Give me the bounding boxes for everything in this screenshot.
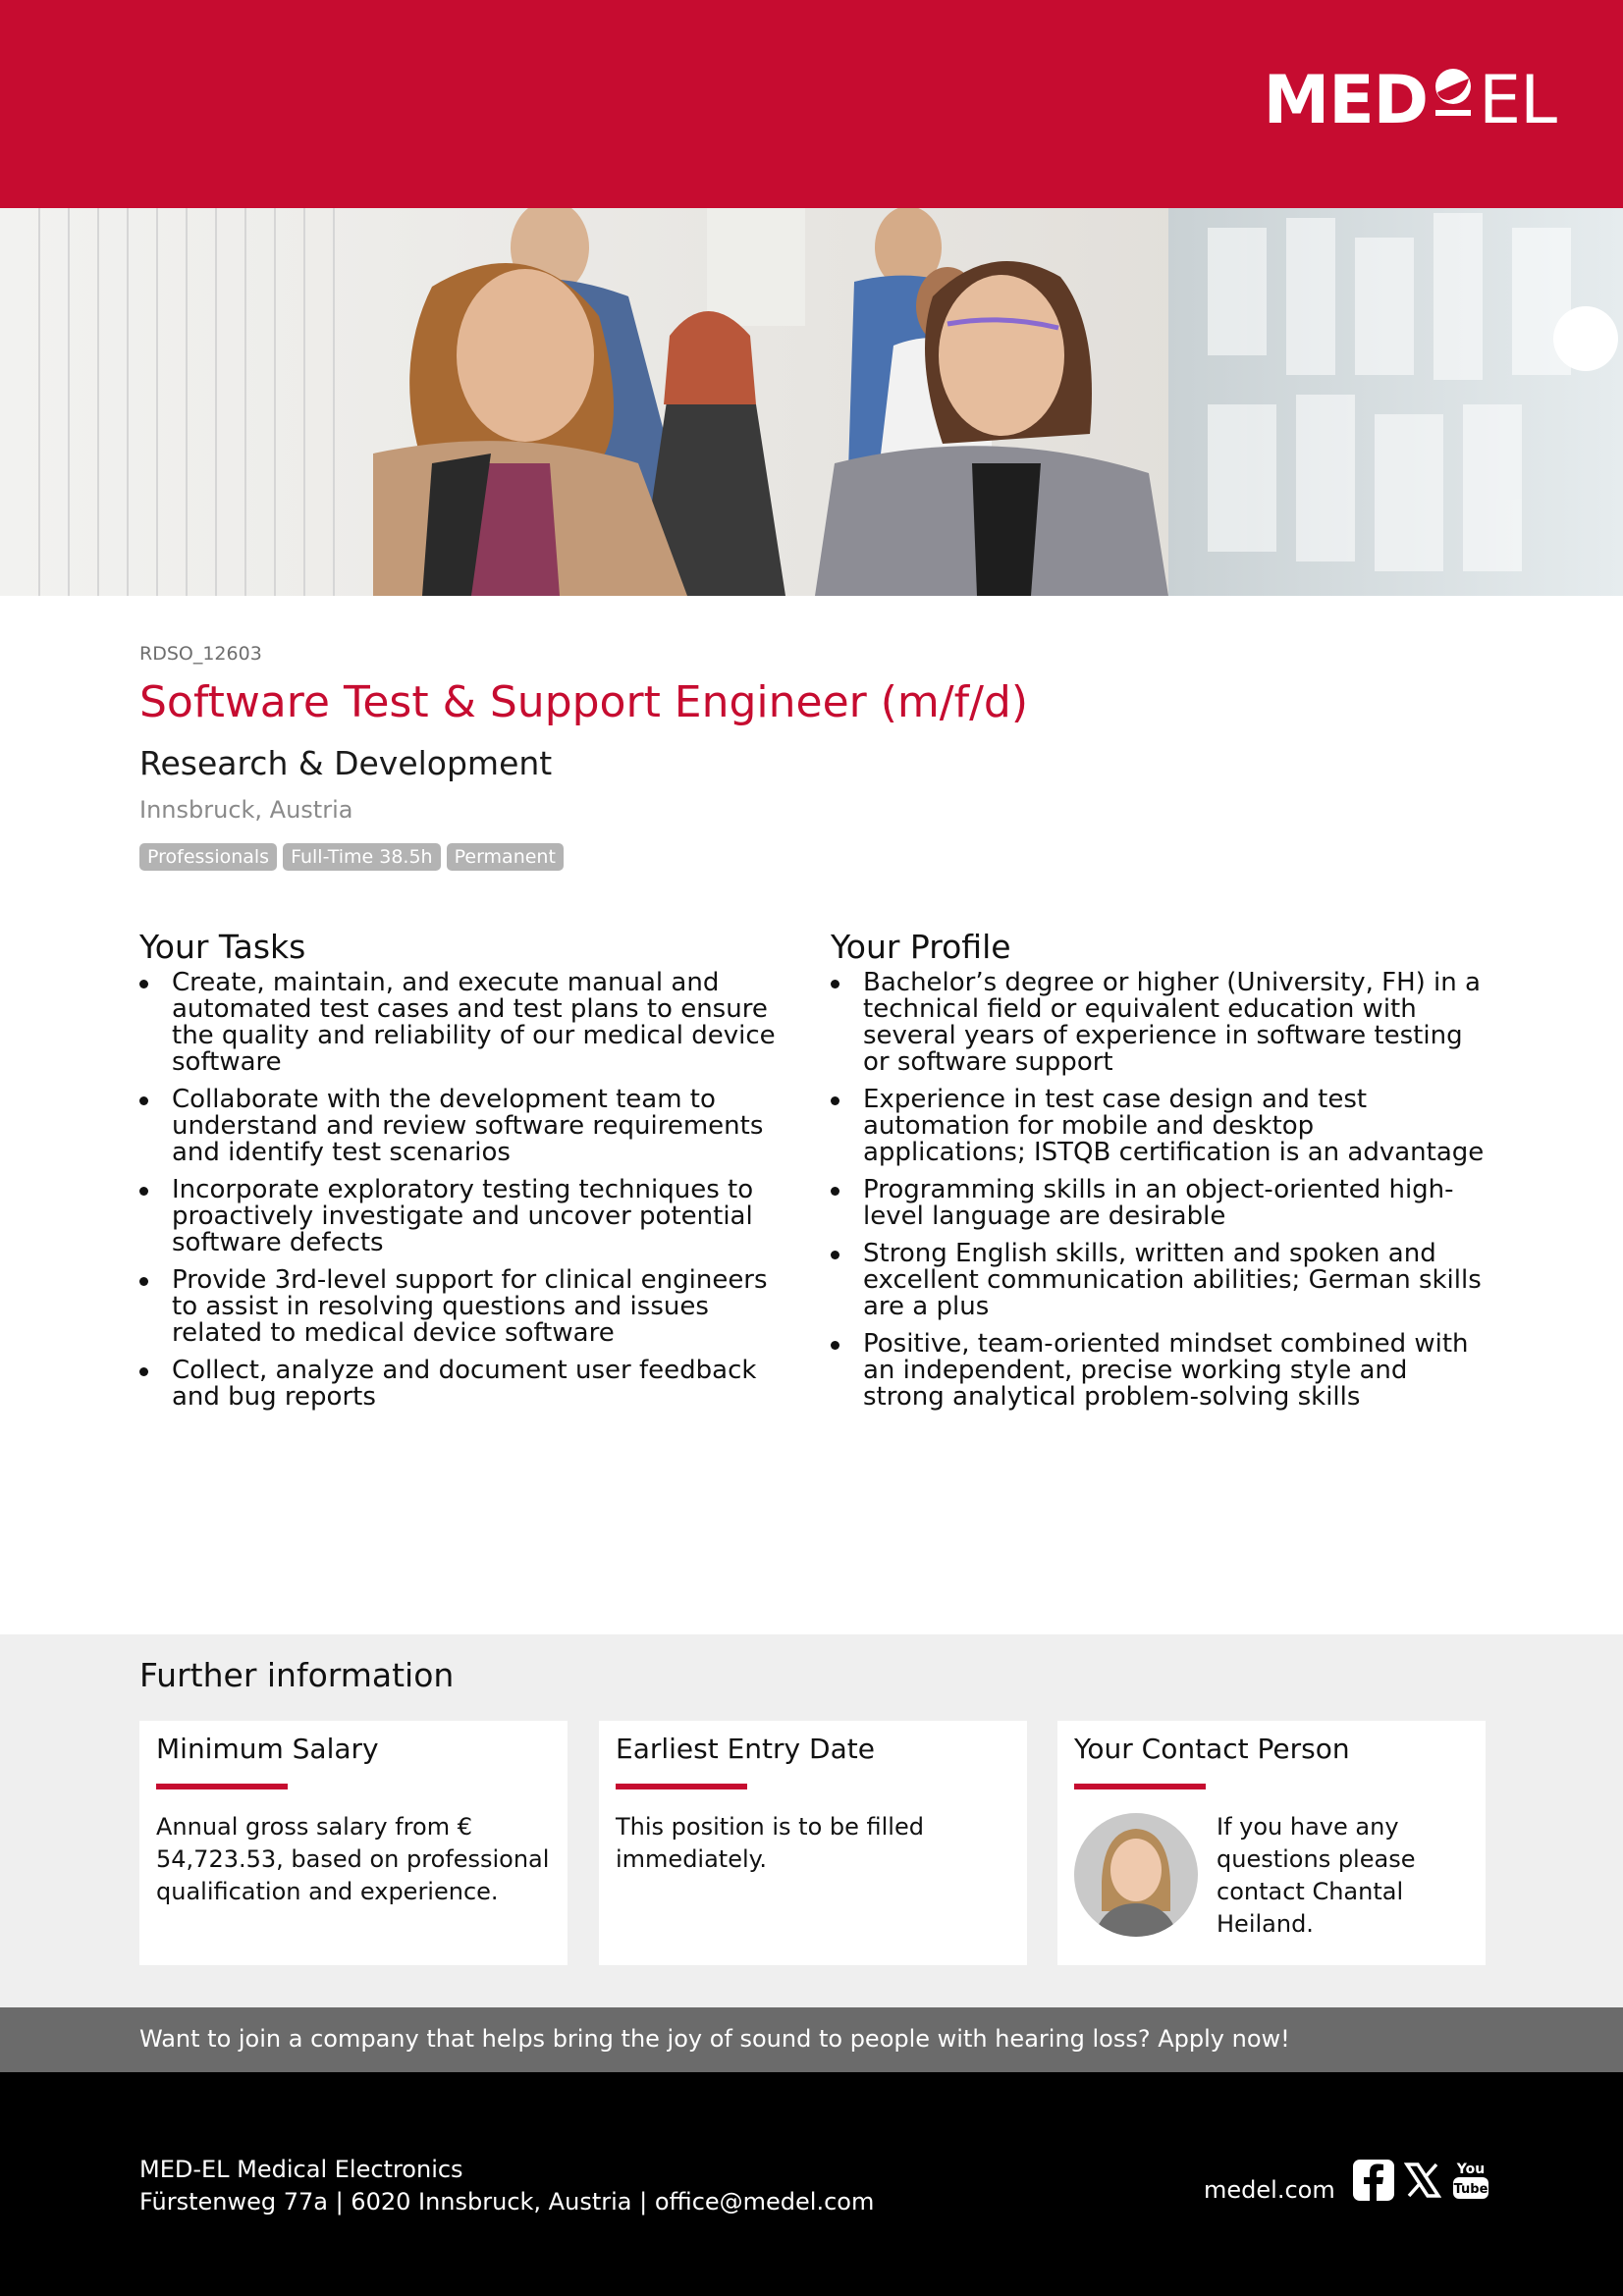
list-item: Create, maintain, and execute manual and automated test cases and test plans to ensure the quality and reliability of our medical device software: [139, 970, 793, 1076]
profile-section: [831, 928, 1485, 1421]
profile-list: [831, 970, 1485, 1411]
further-information: [0, 1634, 1623, 2007]
company-address[interactable]: Fürstenweg 77a | 6020 Innsbruck, Austria | office@medel.com: [139, 2188, 875, 2216]
youtube-icon[interactable]: [1451, 2159, 1490, 2206]
list-item: Provide 3rd-level support for clinical engineers to assist in resolving questions and issues related to medical device software: [139, 1267, 793, 1347]
entry-date-card: [599, 1721, 1027, 1965]
job-location: Innsbruck, Austria: [139, 795, 353, 824]
tasks-section: [139, 928, 793, 1421]
tag-hours: Full-Time 38.5h: [283, 843, 441, 871]
facebook-icon[interactable]: [1353, 2160, 1394, 2205]
tasks-list: [139, 970, 793, 1411]
tasks-heading: Your Tasks: [139, 928, 306, 966]
x-icon[interactable]: [1404, 2162, 1441, 2203]
footer: [0, 2072, 1623, 2296]
job-header: [139, 643, 1485, 871]
tag-category: Professionals: [139, 843, 277, 871]
list-item: Programming skills in an object-oriented high-level language are desirable: [831, 1177, 1485, 1230]
salary-card: [139, 1721, 568, 1965]
website-link[interactable]: medel.com: [1204, 2176, 1335, 2204]
list-item: Collaborate with the development team to understand and review software requirements and identify test scenarios: [139, 1087, 793, 1166]
contact-text: If you have any questions please contact Chantal Heiland.: [1217, 1813, 1416, 1938]
contact-avatar: [1074, 1813, 1198, 1937]
entry-title: Earliest Entry Date: [616, 1733, 875, 1765]
job-title: Software Test & Support Engineer (m/f/d): [139, 677, 1029, 727]
profile-heading: Your Profile: [831, 928, 1011, 966]
further-heading: Further information: [139, 1656, 455, 1694]
list-item: Positive, team-oriented mindset combined with an independent, precise working style and strong analytical problem-solving skills: [831, 1331, 1485, 1411]
header-banner: [0, 0, 1623, 208]
med-el-logo: MED EL: [1263, 61, 1556, 139]
contact-title: Your Contact Person: [1074, 1733, 1350, 1765]
list-item: Strong English skills, written and spoken and excellent communication abilities; German skills are a plus: [831, 1241, 1485, 1320]
tag-contract: Permanent: [447, 843, 564, 871]
svg-text:Tube: Tube: [1453, 2182, 1488, 2197]
accent-bar: [156, 1784, 288, 1789]
list-item: Collect, analyze and document user feedback and bug reports: [139, 1358, 793, 1411]
accent-bar: [1074, 1784, 1206, 1789]
entry-text: This position is to be filled immediately.: [616, 1813, 924, 1873]
company-name: MED-EL Medical Electronics: [139, 2156, 463, 2183]
salary-title: Minimum Salary: [156, 1733, 379, 1765]
company-info: [139, 2154, 874, 2218]
list-item: Bachelor’s degree or higher (University, FH) in a technical field or equivalent education with several years of experience in software testing or software support: [831, 970, 1485, 1076]
hero-photo-team: [0, 208, 1623, 596]
job-tags: [139, 843, 1485, 871]
job-department: Research & Development: [139, 743, 553, 782]
social-links: [1353, 2159, 1490, 2206]
med-el-logo-mark: [1432, 67, 1475, 133]
job-details: [139, 928, 1485, 1421]
apply-text: Want to join a company that helps bring the joy of sound to people with hearing loss? Apply now!: [139, 2025, 1290, 2053]
contact-card: [1057, 1721, 1486, 1965]
list-item: Experience in test case design and test automation for mobile and desktop applications; ISTQB certification is an advantage: [831, 1087, 1485, 1166]
svg-text:You: You: [1456, 2162, 1486, 2177]
job-reference: RDSO_12603: [139, 643, 262, 665]
apply-banner: [0, 2007, 1623, 2072]
accent-bar: [616, 1784, 747, 1789]
salary-text: Annual gross salary from € 54,723.53, based on professional qualification and experience.: [156, 1813, 550, 1905]
list-item: Incorporate exploratory testing techniques to proactively investigate and uncover potential software defects: [139, 1177, 793, 1256]
